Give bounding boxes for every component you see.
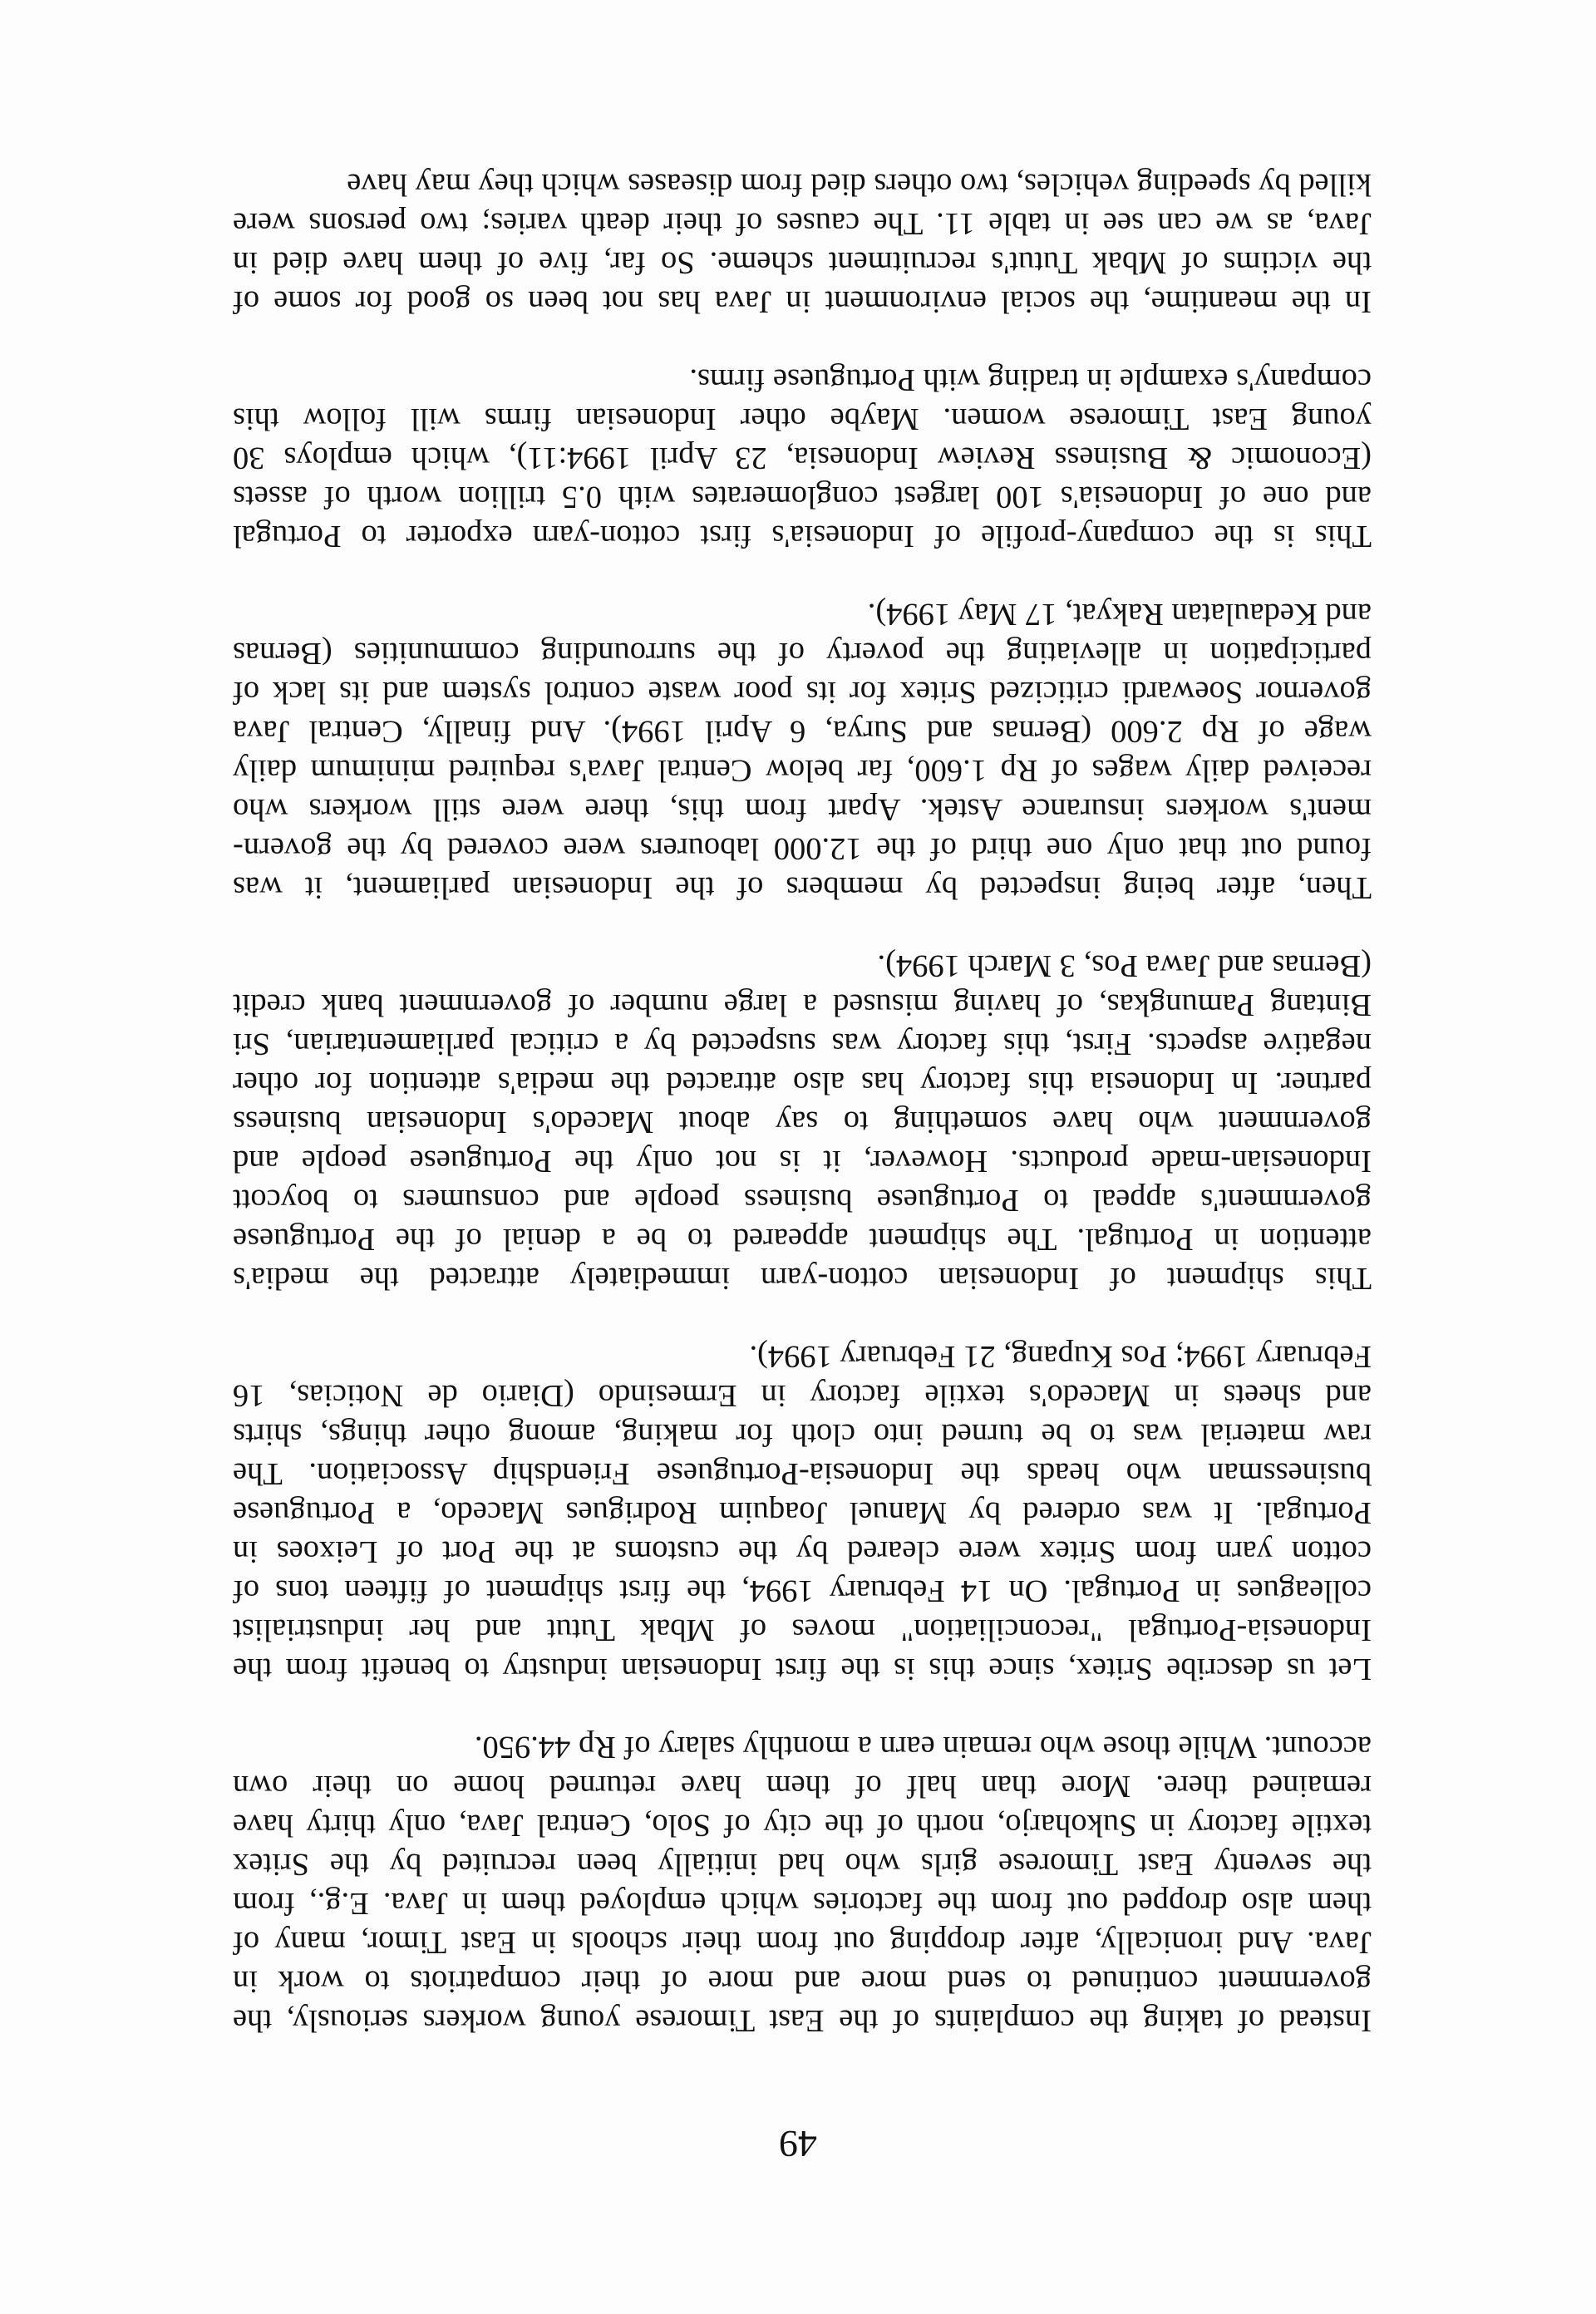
text-line: Portugal. It was ordered by Manuel Joaquim Rodrigues Macedo, a Portuguese xyxy=(233,1495,1372,1530)
paragraph xyxy=(233,946,1372,1297)
text-line: the seventy East Timorese girls who had initially been recruited by the Sritex xyxy=(233,1847,1372,1882)
text-line: killed by speeding vehicles, two others died from diseases which they may have xyxy=(347,167,1372,202)
paragraph xyxy=(233,1727,1372,2040)
text-line: This shipment of Indonesian cotton-yarn immediately attracted the media's xyxy=(233,1261,1372,1296)
text-line: Instead of taking the complaints of the East Timorese young workers seriously, the xyxy=(233,2003,1372,2038)
text-line: wage of Rp 2.600 (Bernas and Surya, 6 April 1994). And finally, Central Java xyxy=(233,714,1372,749)
text-line: attention in Portugal. The shipment appeared to be a denial of the Portuguese xyxy=(233,1222,1372,1257)
text-line: them also dropped out from the factories which employed them in Java. E.g., from xyxy=(233,1886,1372,1921)
page-number: 49 xyxy=(779,2123,817,2165)
text-line: (Bernas and Jawa Pos, 3 March 1994). xyxy=(877,948,1372,983)
text-line: governor Soewardi criticized Sritex for its poor waste control system and its lack of xyxy=(233,675,1372,710)
text-line: Let us describe Sritex, since this is the first Indonesian industry to benefit from the xyxy=(233,1652,1372,1686)
text-line: found out that only one third of the 12.000 labourers were covered by the govern- xyxy=(233,831,1372,866)
text-line: government continued to send more and more of their compatriots to work in xyxy=(233,1964,1372,1999)
text-line: company's example in trading with Portuguese firms. xyxy=(689,362,1372,397)
text-line: This is the company-profile of Indonesia's first cotton-yarn exporter to Portugal xyxy=(233,519,1372,554)
text-line: government's appeal to Portuguese business people and consumers to boycott xyxy=(233,1183,1372,1218)
text-line: account. While those who remain earn a monthly salary of Rp 44.950. xyxy=(474,1730,1372,1765)
text-line: In the meantime, the social environment in Java has not been so good for some of xyxy=(233,284,1372,319)
text-line: Java, as we can see in table 11. The causes of their death varies; two persons were xyxy=(233,206,1372,241)
text-line: young East Timorese women. Maybe other Indonesian firms will follow this xyxy=(233,401,1372,436)
text-line: Java. And ironically, after dropping out from their schools in East Timor, many of xyxy=(233,1925,1372,1960)
text-line: raw material was to be turned into cloth for making, among other things, shirts xyxy=(233,1417,1372,1452)
text-line: and sheets in Macedo's textile factory in Ermesindo (Diario de Noticias, 16 xyxy=(233,1378,1372,1413)
paragraph xyxy=(233,594,1372,907)
text-line: textile factory in Sukoharjo, north of the city of Solo, Central Java, only thirty have xyxy=(233,1808,1372,1843)
paragraph xyxy=(233,360,1372,555)
text-line: the victims of Mbak Tutut's recruitment scheme. So far, five of them have died in xyxy=(233,245,1372,280)
text-line: Indonesian-made products. However, it is not only the Portuguese people and xyxy=(233,1144,1372,1179)
text-line: businessman who heads the Indonesia-Portuguese Friendship Association. The xyxy=(233,1456,1372,1491)
paragraph xyxy=(233,1337,1372,1688)
text-line: partner. In Indonesia this factory has also attracted the media's attention for other xyxy=(233,1066,1372,1100)
text-line: negative aspects. First, this factory was suspected by a critical parliamentarian, Sri xyxy=(233,1027,1372,1061)
text-line: Indonesia-Portugal "reconciliation" moves of Mbak Tutut and her industrialist xyxy=(233,1612,1372,1647)
text-line: and Kedaulatan Rakyat, 17 May 1994). xyxy=(867,597,1372,632)
text-line: Bintang Pamungkas, of having misused a large number of government bank credit xyxy=(233,987,1372,1022)
document-body xyxy=(233,165,1372,2040)
text-line: and one of Indonesia's 100 largest conglomerates with 0.5 trillion worth of assets xyxy=(233,480,1372,514)
text-line: cotton yarn from Sritex were cleared by the customs at the Port of Leixoes in xyxy=(233,1534,1372,1569)
text-line: participation in alleviating the poverty of the surrounding communities (Bernas xyxy=(233,636,1372,671)
text-line: (Economic & Business Review Indonesia, 23 April 1994:11), which employs 30 xyxy=(233,441,1372,475)
text-line: colleagues in Portugal. On 14 February 1994, the first shipment of fifteen tons of xyxy=(233,1573,1372,1608)
text-line: received daily wages of Rp 1.600, far below Central Java's required minimum daily xyxy=(233,753,1372,788)
text-line: Then, after being inspected by members of the Indonesian parliament, it was xyxy=(233,870,1372,905)
text-line: government who have something to say about Macedo's Indonesian business xyxy=(233,1105,1372,1140)
paragraph xyxy=(233,165,1372,321)
text-line: February 1994; Pos Kupang, 21 February 1994). xyxy=(749,1339,1372,1374)
text-line: ment's workers insurance Astek. Apart from this, there were still workers who xyxy=(233,792,1372,827)
text-line: remained there. More than half of them have returned home on their own xyxy=(233,1769,1372,1804)
